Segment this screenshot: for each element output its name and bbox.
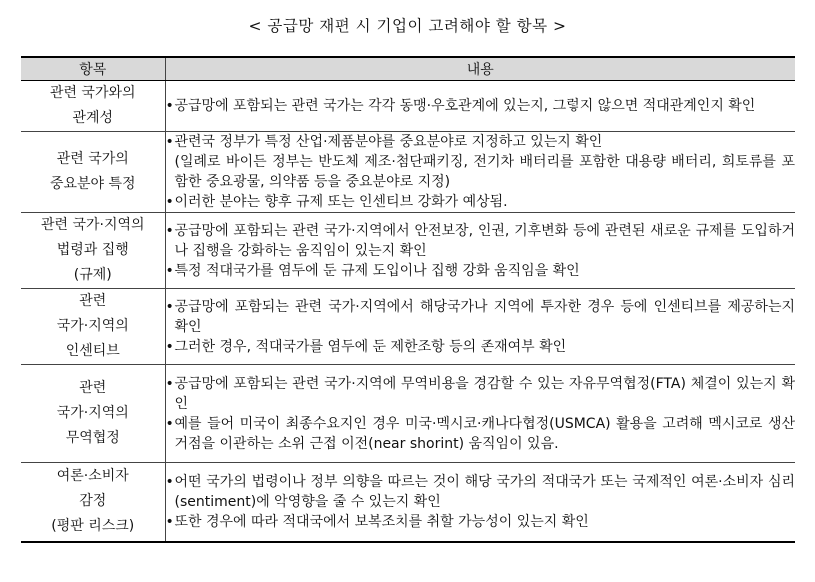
bullet-marker: • <box>165 98 174 114</box>
category-cell <box>21 289 165 365</box>
bullet-marker: • <box>165 194 174 210</box>
table-row <box>21 132 795 213</box>
bullet-text: 공급망에 포함되는 관련 국가·지역에서 안전보장, 인권, 기후변화 등에 관련된 새로운 규제를 도입하거나 집행을 강화하는 움직임이 있는지 확인 <box>174 222 795 259</box>
category-line: 무역협정 <box>65 430 120 446</box>
table-row <box>21 289 795 365</box>
bullet-item <box>166 96 796 116</box>
bullet-item <box>166 337 796 357</box>
bullet-marker: • <box>165 134 174 150</box>
category-line: 감정 <box>79 493 107 510</box>
table-row <box>21 81 795 132</box>
category-line: 국가·지역의 <box>56 405 129 421</box>
considerations-table <box>21 56 795 543</box>
category-line: 관련 <box>79 380 107 396</box>
bullet-text: 이러한 분야는 향후 규제 또는 인센티브 강화가 예상됨. <box>174 194 508 210</box>
category-cell <box>21 81 165 132</box>
bullet-item <box>166 261 796 281</box>
bullet-item <box>166 512 796 532</box>
category-line: 중요분야 특정 <box>49 176 136 192</box>
bullet-marker: • <box>165 513 174 530</box>
note-text: (일례로 바이든 정부는 반도체 제조·첨단패키징, 전기차 배터리를 포함한 대용량 배터리, 희토류를 포함한 중요광물, 의약품 등을 중요분야로 지정) <box>174 154 795 190</box>
bullet-text: 공급망에 포함되는 관련 국가·지역에 무역비용을 경감할 수 있는 자유무역협정(FTA) 체결이 있는지 확인 <box>174 375 795 412</box>
bullet-item <box>166 472 796 512</box>
category-line: (평판 리스크) <box>51 518 135 535</box>
category-cell <box>21 463 165 542</box>
bullet-text: 어떤 국가의 법령이나 정부 의향을 따르는 것이 해당 국가의 적대국가 또는 국제적인 여론·소비자 심리(sentiment)에 악영향을 줄 수 있는지 확인 <box>174 473 795 510</box>
bullet-item <box>166 221 796 261</box>
category-line: 여론·소비자 <box>56 468 129 485</box>
category-line: 관련 국가·지역의 <box>40 217 145 233</box>
bullet-text: 예를 들어 미국이 최종수요지인 경우 미국·멕시코·캐나다협정(USMCA) 활용을 고려해 멕시코로 생산거점을 이관하는 소위 근접 이전(near shorint) 움직임이 있음. <box>174 415 795 452</box>
category-line: 관련 국가의 <box>56 151 129 167</box>
bullet-item <box>166 297 796 337</box>
content-cell <box>165 81 795 132</box>
table-row <box>21 365 795 463</box>
table-row <box>21 213 795 289</box>
category-line: 국가·지역의 <box>56 318 129 334</box>
category-line: 법령과 집행 <box>56 242 129 258</box>
bullet-text: 특정 적대국가를 염두에 둔 규제 도입이나 집행 강화 움직임을 확인 <box>174 262 580 279</box>
header-content: 내용 <box>165 57 795 81</box>
header-item: 항목 <box>21 57 165 81</box>
content-cell <box>165 463 795 542</box>
bullet-marker: • <box>165 473 174 490</box>
bullet-marker: • <box>165 298 174 315</box>
bullet-item <box>166 192 796 212</box>
category-line: 관련 <box>79 293 107 309</box>
bullet-marker: • <box>165 415 174 432</box>
table-title: < 공급망 재편 시 기업이 고려해야 할 항목 > <box>248 17 567 35</box>
category-line: 인센티브 <box>65 343 120 359</box>
bullet-text: 그러한 경우, 적대국가를 염두에 둔 제한조항 등의 존재여부 확인 <box>174 338 567 355</box>
bullet-item <box>166 414 796 454</box>
table-body <box>21 81 795 542</box>
bullet-item <box>166 374 796 414</box>
category-line: 관련 국가와의 <box>49 85 136 101</box>
category-line: (규제) <box>73 267 112 283</box>
bullet-marker: • <box>165 375 174 392</box>
bullet-item <box>166 132 796 152</box>
bullet-text: 공급망에 포함되는 관련 국가·지역에서 해당국가나 지역에 투자한 경우 등에 인센티브를 제공하는지 확인 <box>174 298 795 335</box>
category-line: 관계성 <box>72 110 114 126</box>
category-cell <box>21 365 165 463</box>
content-cell <box>165 289 795 365</box>
category-cell <box>21 213 165 289</box>
bullet-text: 관련국 정부가 특정 산업·제품분야를 중요분야로 지정하고 있는지 확인 <box>174 134 603 150</box>
bullet-text: 공급망에 포함되는 관련 국가는 각각 동맹·우호관계에 있는지, 그렇지 않으면 적대관계인지 확인 <box>174 98 756 114</box>
header-row <box>21 57 795 81</box>
bullet-marker: • <box>165 338 174 355</box>
table-row <box>21 463 795 542</box>
content-cell <box>165 365 795 463</box>
bullet-marker: • <box>165 222 174 239</box>
content-cell <box>165 213 795 289</box>
bullet-marker: • <box>165 262 174 279</box>
bullet-text: 또한 경우에 따라 적대국에서 보복조치를 취할 가능성이 있는지 확인 <box>174 513 589 530</box>
category-cell <box>21 132 165 213</box>
content-cell <box>165 132 795 213</box>
